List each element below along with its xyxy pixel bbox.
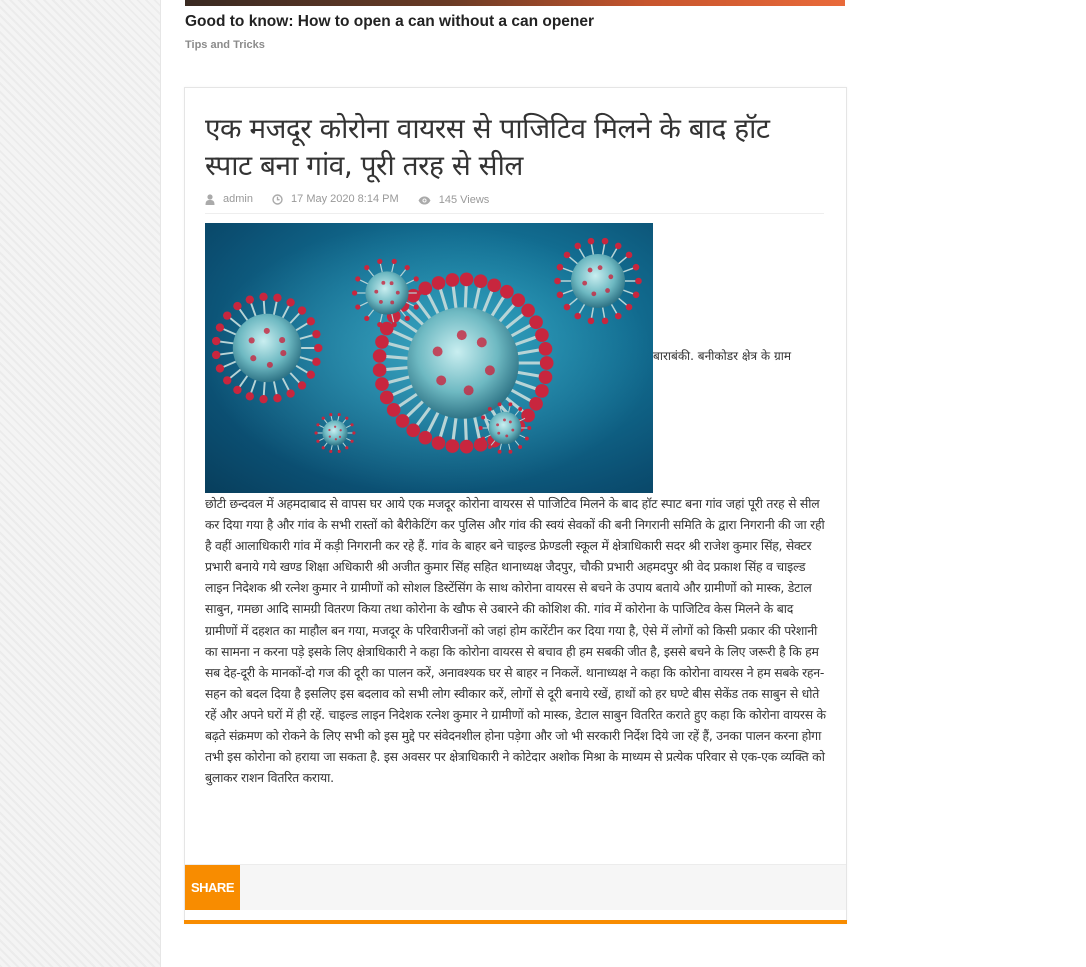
article-meta <box>205 193 824 214</box>
coronavirus-image <box>205 223 653 493</box>
left-background-pattern <box>0 0 161 967</box>
eye-icon <box>418 196 431 205</box>
meta-views <box>418 194 490 206</box>
card-bottom-accent <box>184 920 847 924</box>
related-post-thumbnail[interactable] <box>185 0 845 6</box>
user-icon <box>205 194 215 205</box>
related-post-category[interactable]: Tips and Tricks <box>185 39 265 51</box>
article-card <box>184 87 847 924</box>
share-label: SHARE <box>185 865 240 910</box>
author-name[interactable]: admin <box>223 193 253 205</box>
clock-icon <box>272 194 283 205</box>
article-intro-inline: बाराबंकी. बनीकोडर क्षेत्र के ग्राम <box>653 349 791 363</box>
share-bar <box>185 864 846 910</box>
related-post-title[interactable]: Good to know: How to open a can without a can opener <box>185 13 595 30</box>
post-date: 17 May 2020 8:14 PM <box>291 193 399 205</box>
article-title: एक मजदूर कोरोना वायरस से पाजिटिव मिलने के बाद हॉट स्पाट बना गांव, पूरी तरह से सील <box>205 112 770 182</box>
meta-date <box>272 193 399 205</box>
article-body: छोटी छन्दवल में अहमदाबाद से वापस घर आये एक मजदूर कोरोना वायरस से पाजिटिव मिलने के बाद हॉट स्पाट बना गांव जहां पूरी तरह से सील कर दिया गया है और गांव के सभी रास्तों को बैरीकेटिंग कर पुलिस और गांव की स्वयं सेवकों की बनी निगरानी समिति के द्वारा निगरानी की जा रही है वहीं आलाधिकारी गांव में कड़ी निगरानी कर रहे हैं. गांव के बाहर बने चाइल्ड फ्रेण्डली स्कूल में क्षेत्राधिकारी सदर श्री राजेश कुमार सिंह, सेक्टर प्रभारी बनाये गये खण्ड शिक्षा अधिकारी श्री अजीत कुमार सिंह सहित थानाध्यक्ष जैदपुर, चौकी प्रभारी अहमदपुर श्री वेद प्रकाश सिंह व चाइल्ड लाइन निदेशक श्री रत्नेश कुमार ने ग्रामीणों को सोशल डिस्टेंसिंग के साथ कोरोना वायरस से बचने के उपाय बताये और ग्रामीणों को मास्क, डेटाल साबुन, गमछा आदि सामग्री वितरण किया तथा कोरोना के खौफ से उबारने की कोशिश की. गांव में कोरोना के पाजिटिव केस मिलने के बाद ग्रामीणों में दहशत का माहौल बन गया, मजदूर के परिवारीजनों को जहां होम कारेंटीन कर दिया गया है, ऐसे में लोगों को किसी प्रकार की परेशानी का सामना न करना पड़े इसके लिए क्षेत्राधिकारी ने कहा कि कोरोना वायरस से बचाव ही हम सबकी जीत है, इससे बचने के लिए जरूरी है कि हम सब देह-दूरी के मानकों-दो गज की दूरी का पालन करें, अनावश्यक घर से बाहर न निकलें. थानाध्यक्ष ने कहा कि कोरोना वायरस ने हम सबके रहन-सहन को बदल दिया है इसलिए इस बदलाव को सभी लोग स्वीकार करें, लोगों से दूरी बनाये रखें, हाथों को हर घण्टे बीस सेकेंड तक साबुन से धोते रहें और अपने घरों में ही रहें. चाइल्ड लाइन निदेशक रत्नेश कुमार ने ग्रामीणों को मास्क, डेटाल साबुन वितरित कराते हुए कहा कि कोरोना वायरस के बढ़ते संक्रमण को रोकने के लिए सभी को इस मुद्दे पर संवेदनशील होना पड़ेगा और जो भी सरकारी निर्देश दिये जा रहें हैं, उनका पालन करना होगा तभी इस कोरोना को हराया जा सकता है. इस अवसर पर क्षेत्राधिकारी ने कोटेदार अशोक मिश्रा के माध्यम से प्रत्येक परिवार से एक-एक व्यक्ति को बुलाकर राशन वितरित कराया. <box>205 496 826 786</box>
meta-author[interactable] <box>205 193 253 205</box>
related-post[interactable] <box>185 0 845 51</box>
views-count: 145 Views <box>438 194 490 206</box>
